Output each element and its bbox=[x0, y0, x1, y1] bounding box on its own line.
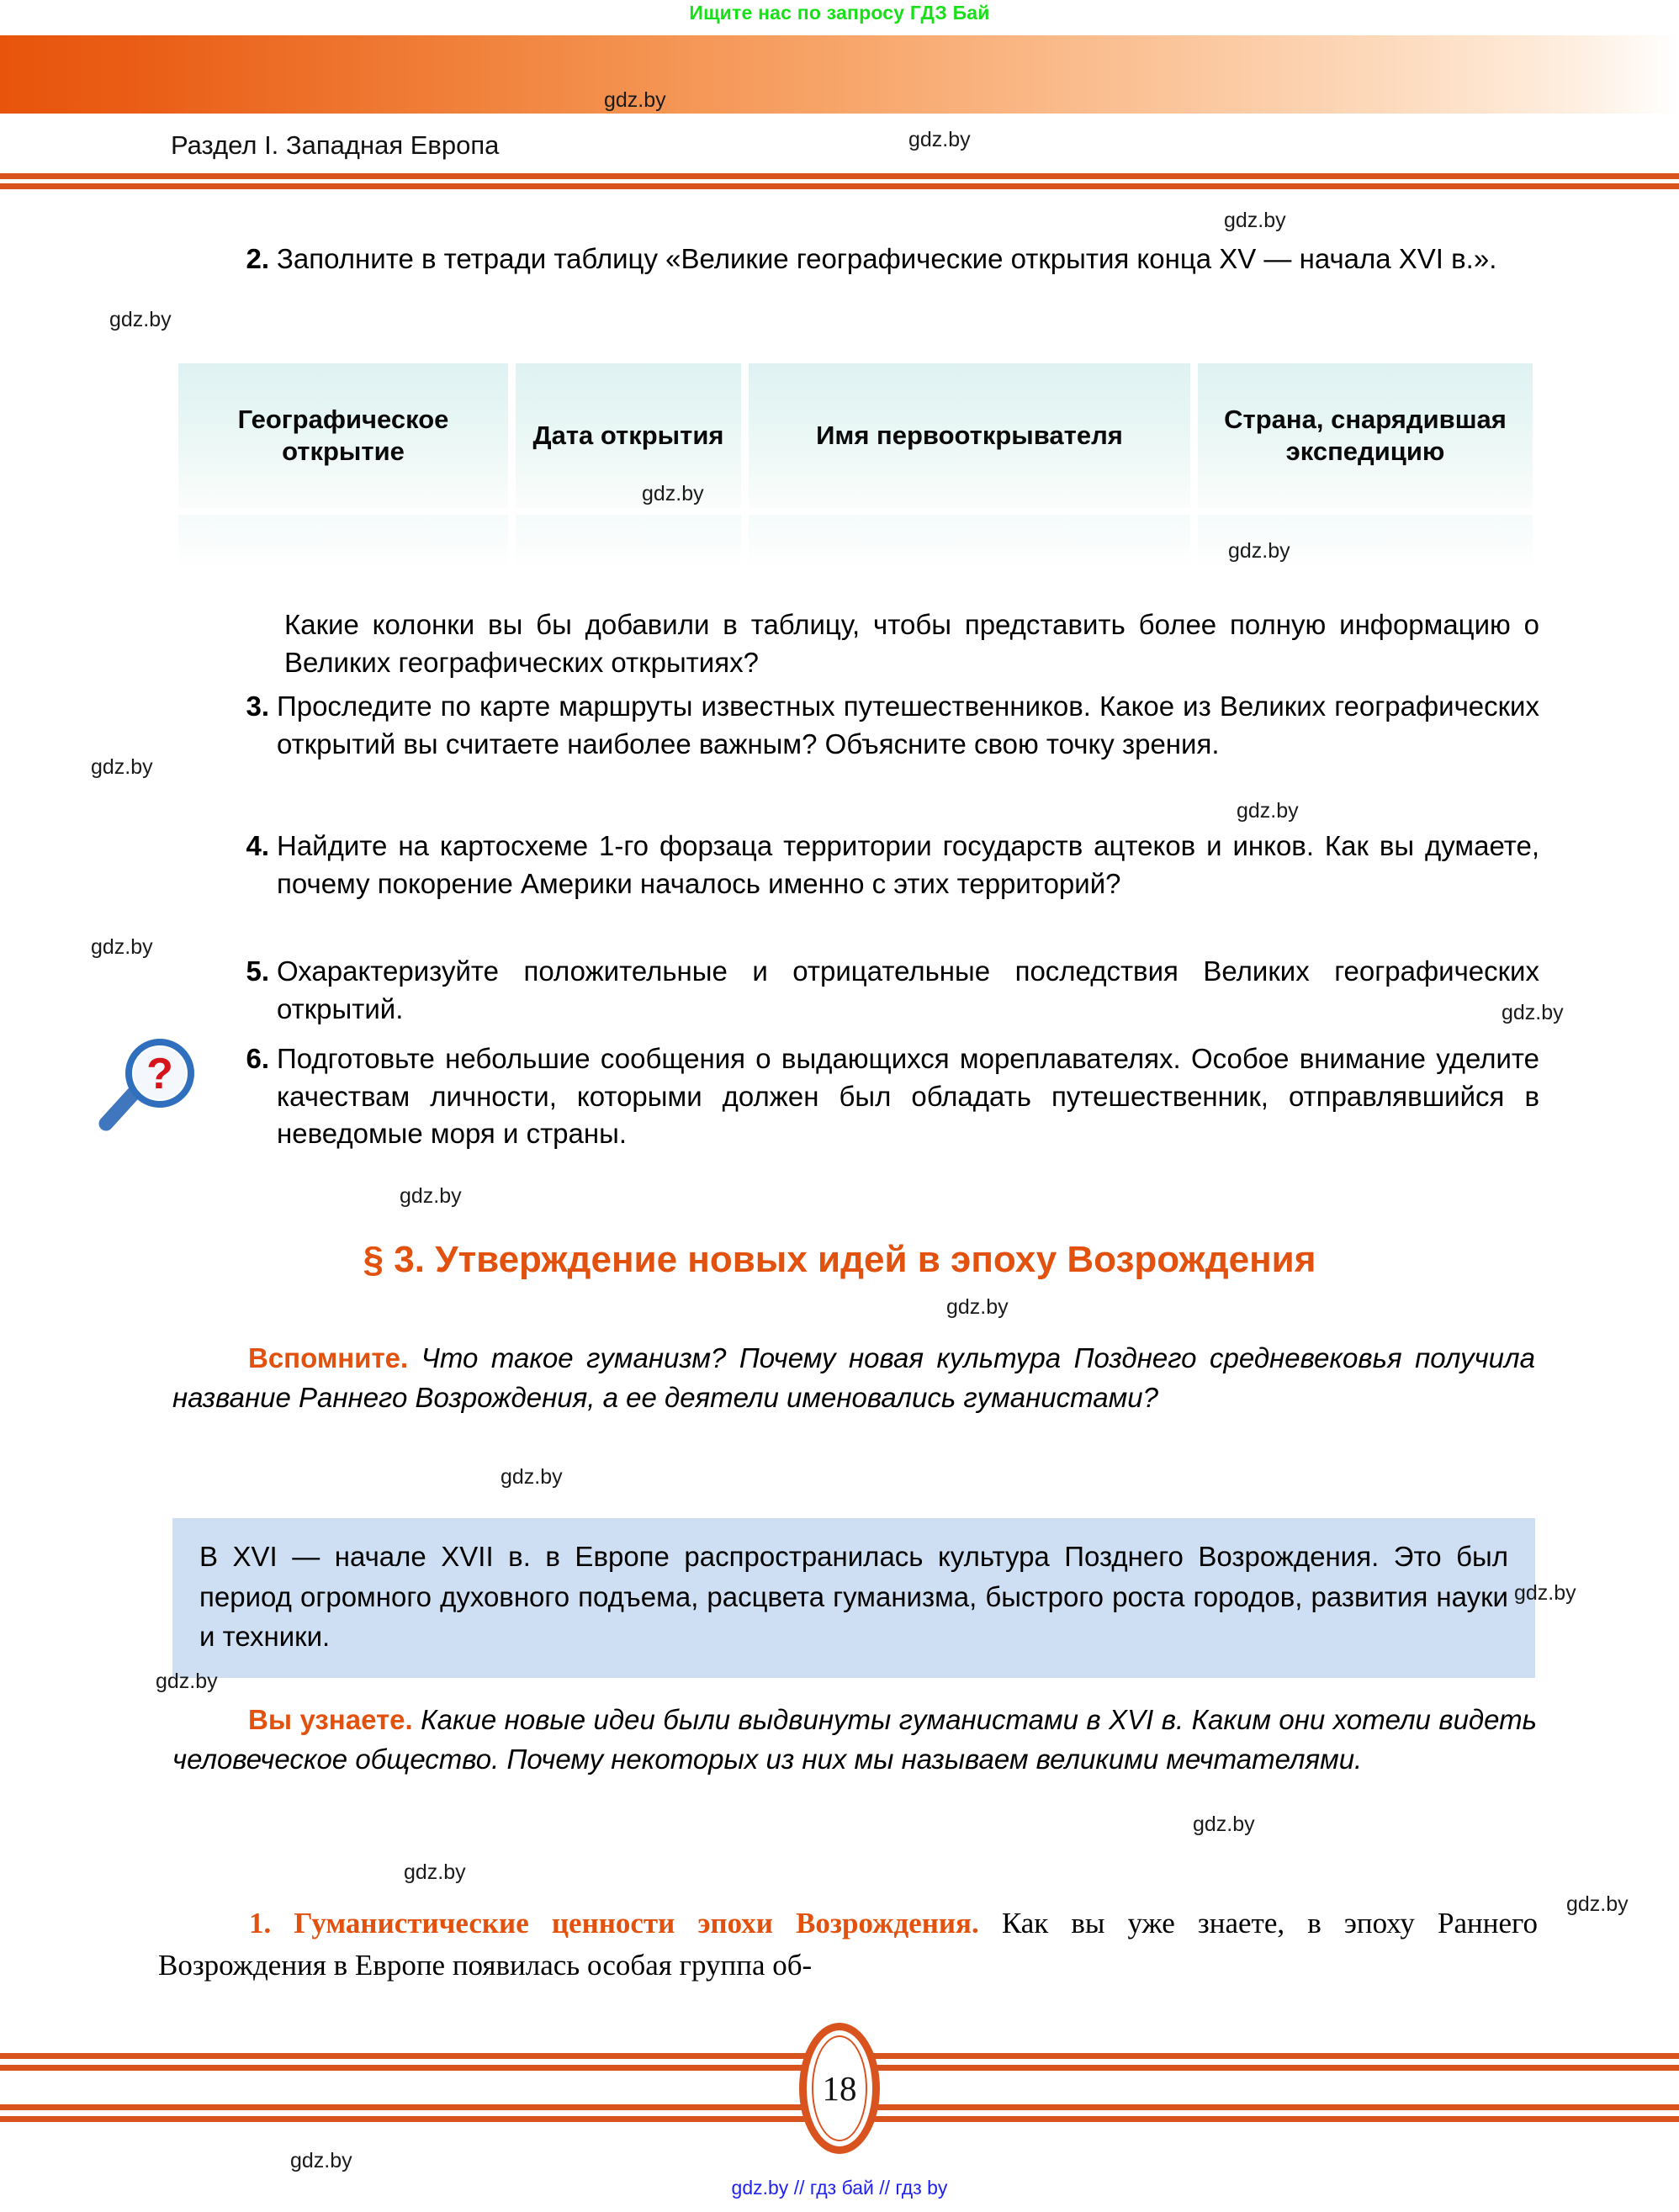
header-rule-upper bbox=[0, 173, 1679, 179]
table-body-cell[interactable] bbox=[178, 515, 508, 569]
svg-text:?: ? bbox=[146, 1050, 173, 1098]
gdz-watermark: gdz.by bbox=[91, 755, 153, 779]
footer-links[interactable]: gdz.by // гдз бай // гдз by bbox=[731, 2177, 948, 2199]
task-number: 4. bbox=[246, 830, 269, 861]
subsection-lead-label: 1. Гуманистические ценности эпохи Возрождения. bbox=[249, 1907, 979, 1939]
task-text: Охарактеризуйте положительные и отрицательные последствия Великих географических открытий. bbox=[277, 955, 1539, 1024]
task-text: Проследите по карте маршруты известных путешественников. Какое из Великих географических открытий вы считаете наиболее важным? Объясните свою точку зрения. bbox=[277, 691, 1539, 759]
table-column bbox=[749, 363, 1190, 569]
task-item-3 bbox=[240, 688, 1539, 763]
gdz-watermark: gdz.by bbox=[1514, 1581, 1576, 1605]
gdz-watermark: gdz.by bbox=[404, 1860, 466, 1884]
table-column bbox=[1198, 363, 1533, 569]
task-item-4 bbox=[240, 828, 1539, 902]
table-header-cell: Дата открытия bbox=[516, 363, 741, 508]
gdz-watermark: gdz.by bbox=[501, 1465, 563, 1489]
task-item-6 bbox=[240, 1040, 1539, 1153]
definition-text: В XVI — начале XVII в. в Европе распространилась культура Позднего Возрождения. Это был период огромного духовного подъема, расцвета гуманизма, быстрого роста городов, развития науки и техники. bbox=[199, 1541, 1508, 1653]
task-number: 2. bbox=[246, 243, 269, 274]
table-body-cell[interactable] bbox=[749, 515, 1190, 569]
gdz-watermark: gdz.by bbox=[290, 2149, 352, 2172]
table-header-cell: Географическое открытие bbox=[178, 363, 508, 508]
task-text: Подготовьте небольшие сообщения о выдающихся мореплавателях. Особое внимание уделите качествам личности, которыми должен был обладать путешественник, отправлявшийся в неведомые моря и страны. bbox=[277, 1043, 1539, 1150]
gdz-watermark: gdz.by bbox=[1228, 539, 1290, 563]
definition-callout-box bbox=[172, 1518, 1535, 1678]
gdz-watermark: gdz.by bbox=[156, 1670, 218, 1693]
running-head: Раздел I. Западная Европа bbox=[171, 130, 500, 160]
section-heading: § 3. Утверждение новых идей в эпоху Возрождения bbox=[363, 1239, 1316, 1280]
subsection-text: Как вы уже знаете, в эпоху Раннего Возрождения в Европе появилась особая группа об- bbox=[158, 1907, 1538, 1982]
magnifier-question-svg bbox=[93, 1036, 195, 1137]
header-rule-lower bbox=[0, 183, 1679, 189]
header-gradient-band bbox=[0, 35, 1679, 114]
search-us-watermark: Ищите нас по запросу ГДЗ Бай bbox=[689, 2, 990, 24]
task-text: Найдите на картосхеме 1-го форзаца территории государств ацтеков и инков. Как вы думаете, почему покорение Америки началось именно с этих территорий? bbox=[277, 830, 1539, 899]
table-body-cell[interactable] bbox=[516, 515, 741, 569]
gdz-watermark: gdz.by bbox=[946, 1295, 1009, 1319]
will-learn-text: Какие новые идеи были выдвинуты гуманистами в XVI в. Каким они хотели видеть человеческое общество. Почему некоторых из них мы называем великими мечтателями. bbox=[172, 1704, 1538, 1775]
magnifier-question-icon bbox=[93, 1036, 195, 1137]
page-number-medallion bbox=[799, 2023, 880, 2154]
table-column bbox=[178, 363, 508, 569]
task-item-2 bbox=[240, 241, 1539, 278]
recall-text: Что такое гуманизм? Почему новая культура Позднего средневековья получила название Раннего Возрождения, а ее деятели именовались гуманистами? bbox=[172, 1342, 1535, 1413]
gdz-watermark: gdz.by bbox=[400, 1184, 462, 1208]
page-number: 18 bbox=[822, 2069, 857, 2108]
table-header-cell: Имя первооткрывателя bbox=[749, 363, 1190, 508]
followup-question: Какие колонки вы бы добавили в таблицу, чтобы представить более полную информацию о Великих географических открытиях? bbox=[284, 609, 1539, 679]
gdz-watermark: gdz.by bbox=[604, 88, 666, 112]
recall-block bbox=[172, 1339, 1535, 1418]
discoveries-table bbox=[178, 363, 1533, 569]
table-column bbox=[516, 363, 741, 569]
table-body-cell[interactable] bbox=[1198, 515, 1533, 569]
recall-lead-label: Вспомните. bbox=[248, 1342, 409, 1373]
task-item-5 bbox=[240, 953, 1539, 1028]
task-number: 6. bbox=[246, 1043, 269, 1074]
subsection-paragraph bbox=[158, 1902, 1538, 1986]
task-number: 5. bbox=[246, 955, 269, 987]
will-learn-lead-label: Вы узнаете. bbox=[248, 1704, 413, 1735]
gdz-watermark: gdz.by bbox=[1224, 209, 1286, 232]
gdz-watermark: gdz.by bbox=[91, 935, 153, 959]
gdz-watermark: gdz.by bbox=[908, 128, 971, 151]
gdz-watermark: gdz.by bbox=[1193, 1812, 1255, 1836]
task-number: 3. bbox=[246, 691, 269, 722]
gdz-watermark: gdz.by bbox=[1502, 1001, 1564, 1024]
table-header-cell: Страна, снарядившая экспедицию bbox=[1198, 363, 1533, 508]
gdz-watermark: gdz.by bbox=[642, 482, 704, 505]
gdz-watermark: gdz.by bbox=[109, 308, 172, 331]
gdz-watermark: gdz.by bbox=[1566, 1892, 1629, 1916]
gdz-watermark: gdz.by bbox=[1237, 799, 1299, 823]
task-text: Заполните в тетради таблицу «Великие географические открытия конца XV — начала XVI в.». bbox=[277, 243, 1497, 274]
will-learn-block bbox=[172, 1701, 1537, 1780]
